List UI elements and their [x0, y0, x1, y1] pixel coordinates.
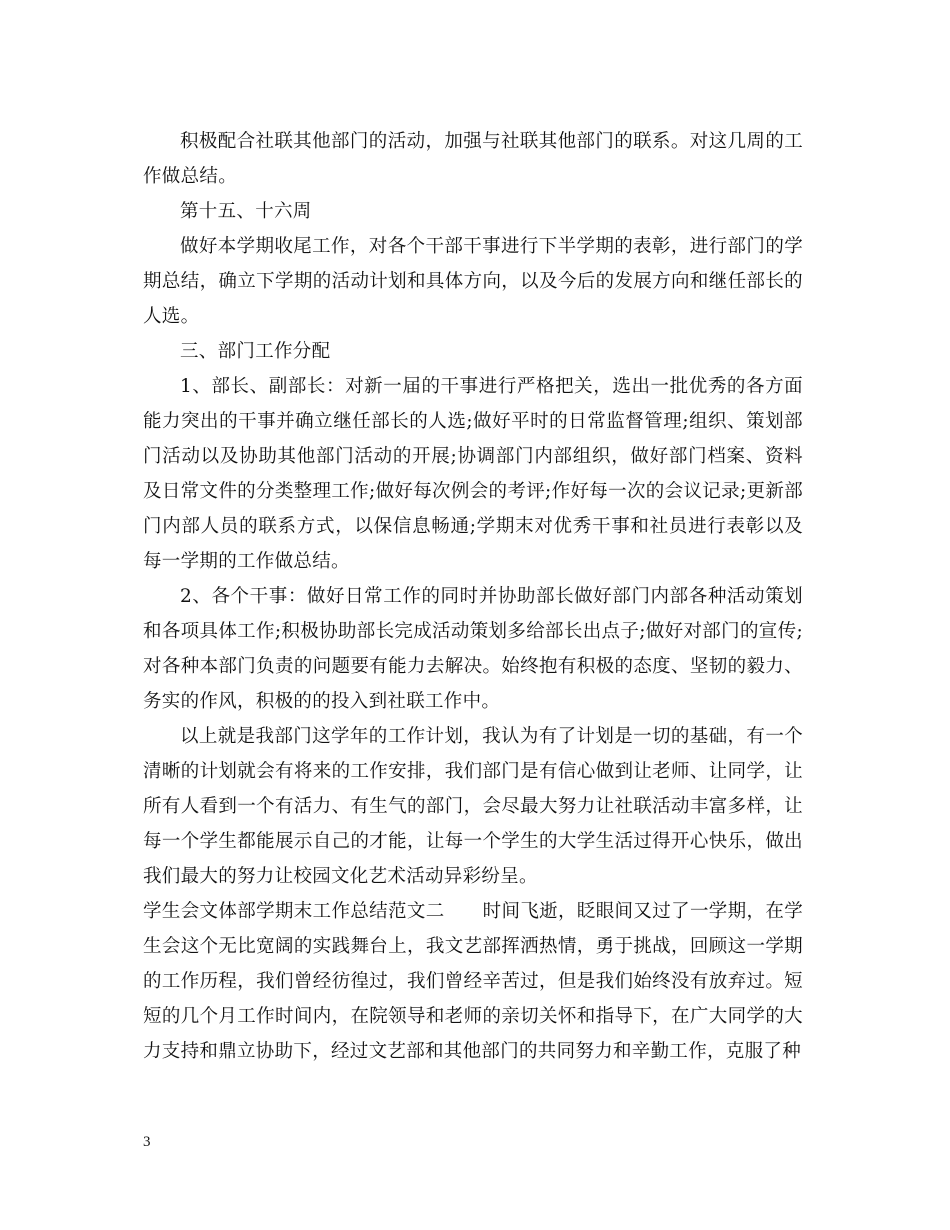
paragraph-cooperation: 积极配合社联其他部门的活动，加强与社联其他部门的联系。对这几周的工作做总结。: [143, 131, 803, 187]
second-article-text: 时间飞逝，眨眼间又过了一学期，在学生会这个无比宽阔的实践舞台上，我文艺部挥洒热情，勇于挑战，回顾这一学期的工作历程，我们曾经彷徨过，我们曾经辛苦过，但是我们始终没有放弃过。短短的几个月工作时间内，在院领导和老师的亲切关怀和指导下，在广大同学的大力支持和鼎立协助下，经过文艺部和其他部门的共同努力和辛勤工作，克服了种: [143, 901, 803, 1062]
paragraph-semester-wrapup: 做好本学期收尾工作，对各个干部干事进行下半学期的表彰，进行部门的学期总结，确立下学期的活动计划和具体方向，以及今后的发展方向和继任部长的人选。: [143, 236, 803, 327]
paragraph-minister-duties: 1、部长、副部长：对新一届的干事进行严格把关，选出一批优秀的各方面能力突出的干事并确立继任部长的人选;做好平时的日常监督管理;组织、策划部门活动以及协助其他部门活动的开展;协调部门内部组织，做好部门档案、资料及日常文件的分类整理工作;做好每次例会的考评;作好每一次的会议记录;更新部门内部人员的联系方式，以保信息畅通;学期末对优秀干事和社员进行表彰以及每一学期的工作做总结。: [143, 376, 803, 572]
heading-work-allocation: 三、部门工作分配: [180, 341, 331, 362]
second-article-title: 学生会文体部学期末工作总结范文二: [143, 901, 445, 922]
heading-week-15-16: 第十五、十六周: [180, 201, 312, 222]
paragraph-second-article: [143, 894, 803, 1069]
page-number: 3: [143, 1134, 151, 1150]
paragraph-conclusion: 以上就是我部门这学年的工作计划，我认为有了计划是一切的基础，有一个清晰的计划就会有将来的工作安排，我们部门是有信心做到让老师、让同学，让所有人看到一个有活力、有生气的部门，会尽最大努力让社联活动丰富多样，让每一个学生都能展示自己的才能，让每一个学生的大学生活过得开心快乐，做出我们最大的努力让校园文化艺术活动异彩纷呈。: [143, 726, 803, 887]
document-body: [143, 124, 803, 1069]
paragraph-officer-duties: 2、各个干事：做好日常工作的同时并协助部长做好部门内部各种活动策划和各项具体工作;积极协助部长完成活动策划多给部长出点子;做好对部门的宣传;对各种本部门负责的问题要有能力去解决。始终抱有积极的态度、坚韧的毅力、务实的作风，积极的的投入到社联工作中。: [143, 586, 803, 712]
